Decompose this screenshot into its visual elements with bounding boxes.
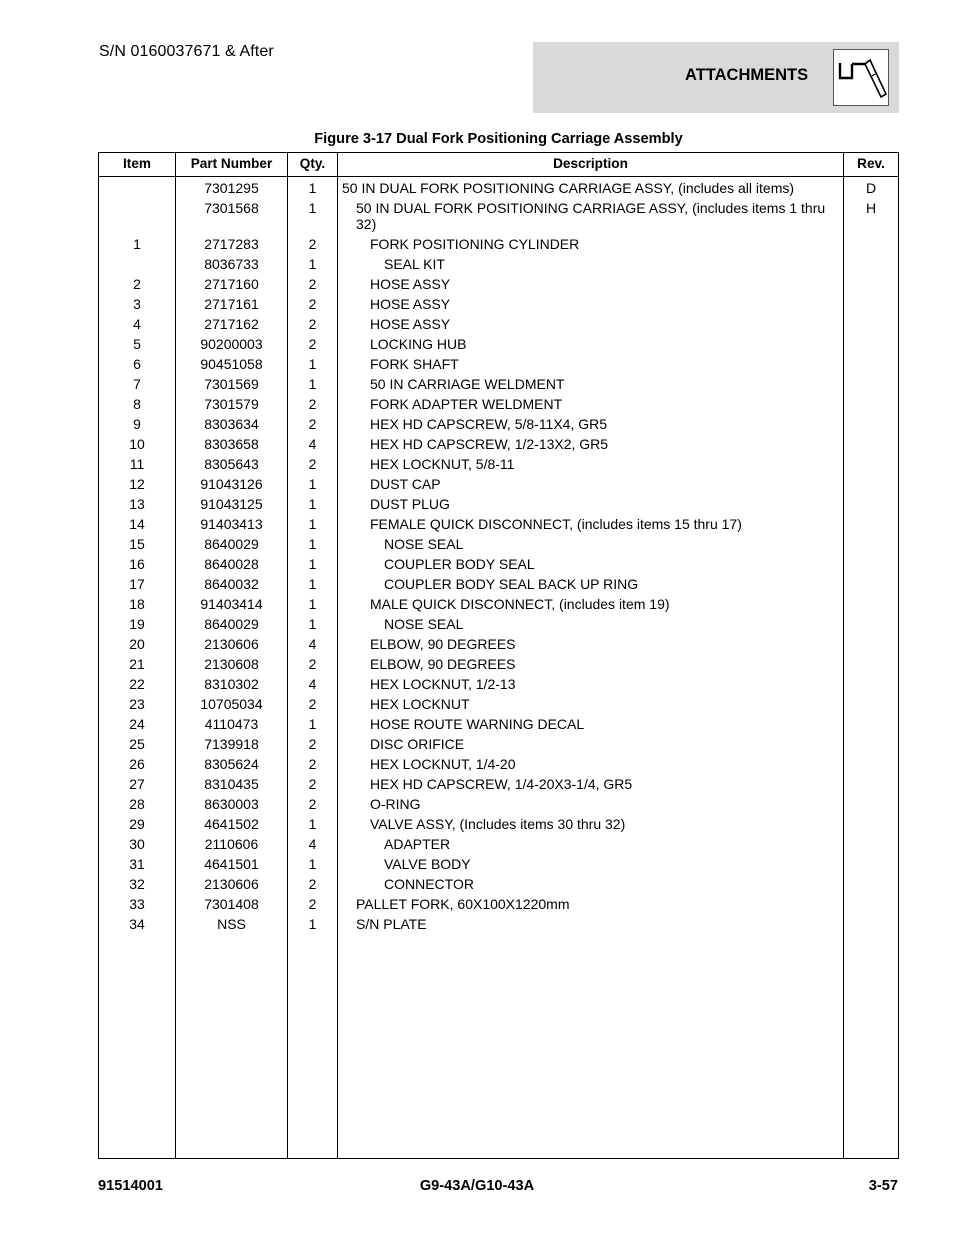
table-row [99,713,898,733]
column-header-part-number: Part Number [190,156,273,171]
part-number-cell: 10705034 [200,696,263,712]
table-row [99,513,898,533]
table-row [99,753,898,773]
item-cell: 23 [129,696,145,712]
qty-cell: 4 [308,436,317,452]
description-cell: S/N PLATE [356,916,427,932]
table-row [99,233,898,253]
description-cell: 50 IN DUAL FORK POSITIONING CARRIAGE ASSY, (includes items 1 thru 32) [356,200,826,232]
part-number-cell: 8640032 [204,576,259,592]
description-cell: CONNECTOR [384,876,474,892]
qty-cell: 1 [308,916,317,932]
column-header-qty: Qty. [299,156,326,171]
part-number-cell: 4110473 [204,716,259,732]
table-row [99,613,898,633]
table-row [99,293,898,313]
item-cell: 2 [133,276,141,292]
qty-cell: 1 [308,180,317,196]
table-row [99,333,898,353]
item-cell: 5 [133,336,141,352]
part-number-cell: 2130608 [204,656,259,672]
description-cell: MALE QUICK DISCONNECT, (includes item 19) [370,596,670,612]
description-cell: HOSE ASSY [370,276,451,292]
qty-cell: 4 [308,636,317,652]
part-number-cell: 2717161 [204,296,259,312]
description-cell: HOSE ASSY [370,296,451,312]
description-cell: DISC ORIFICE [370,736,465,752]
description-cell: VALVE ASSY, (Includes items 30 thru 32) [370,816,626,832]
figure-title: Figure 3-17 Dual Fork Positioning Carriage Assembly [314,131,683,147]
part-number-cell: 7301568 [204,200,259,216]
qty-cell: 1 [308,356,317,372]
item-cell: 26 [129,756,145,772]
attachment-hook-icon [833,49,889,106]
part-number-cell: 4641501 [204,856,259,872]
parts-table [98,152,899,1159]
table-row [99,593,898,613]
description-cell: ADAPTER [384,836,451,852]
qty-cell: 2 [308,336,317,352]
qty-cell: 2 [308,696,317,712]
description-cell: NOSE SEAL [384,536,464,552]
item-cell: 24 [129,716,145,732]
description-cell: COUPLER BODY SEAL [384,556,535,572]
description-cell: NOSE SEAL [384,616,464,632]
item-cell: 27 [129,776,145,792]
qty-cell: 1 [308,376,317,392]
qty-cell: 2 [308,776,317,792]
part-number-cell: 8303658 [204,436,259,452]
description-cell: FEMALE QUICK DISCONNECT, (includes items 15 thru 17) [370,516,742,532]
table-row [99,773,898,793]
item-cell: 15 [129,536,145,552]
table-row [99,313,898,333]
part-number-cell: 8305643 [204,456,259,472]
qty-cell: 2 [308,756,317,772]
qty-cell: 1 [308,200,317,216]
part-number-cell: 8310435 [204,776,259,792]
part-number-cell: 4641502 [204,816,259,832]
footer-document-number: 91514001 [98,1178,163,1194]
item-cell: 29 [129,816,145,832]
part-number-cell: 2717160 [204,276,259,292]
qty-cell: 1 [308,476,317,492]
table-row [99,793,898,813]
table-row [99,177,898,197]
footer-model: G9-43A/G10-43A [419,1178,535,1194]
description-cell: HEX LOCKNUT, 5/8-11 [370,456,515,472]
part-number-cell: NSS [217,916,246,932]
part-number-cell: 91043126 [200,476,263,492]
table-row [99,373,898,393]
part-number-cell: 8036733 [204,256,259,272]
qty-cell: 4 [308,836,317,852]
part-number-cell: 7301295 [204,180,259,196]
item-cell: 3 [133,296,141,312]
description-cell: HEX HD CAPSCREW, 5/8-11X4, GR5 [370,416,608,432]
table-row [99,653,898,673]
section-title: ATTACHMENTS [685,66,809,84]
qty-cell: 2 [308,896,317,912]
description-cell: 50 IN DUAL FORK POSITIONING CARRIAGE ASSY, (includes all items) [342,180,795,196]
item-cell: 10 [129,436,145,452]
part-number-cell: 8303634 [204,416,259,432]
table-row [99,693,898,713]
table-row [99,553,898,573]
qty-cell: 2 [308,796,317,812]
qty-cell: 1 [308,496,317,512]
table-row [99,873,898,893]
qty-cell: 2 [308,876,317,892]
description-cell: 50 IN CARRIAGE WELDMENT [370,376,565,392]
table-body [99,177,898,933]
description-cell: ELBOW, 90 DEGREES [370,636,516,652]
item-cell: 34 [129,916,145,932]
qty-cell: 1 [308,616,317,632]
part-number-cell: 90200003 [200,336,263,352]
description-cell: HEX HD CAPSCREW, 1/4-20X3-1/4, GR5 [370,776,633,792]
description-cell: LOCKING HUB [370,336,467,352]
table-row [99,253,898,273]
item-cell: 6 [133,356,141,372]
rev-cell: H [865,200,877,216]
part-number-cell: 8305624 [204,756,259,772]
table-row [99,353,898,373]
description-cell: SEAL KIT [384,256,445,272]
item-cell: 21 [129,656,145,672]
qty-cell: 2 [308,276,317,292]
qty-cell: 1 [308,816,317,832]
table-row [99,633,898,653]
table-row [99,197,898,233]
item-cell: 20 [129,636,145,652]
column-header-description: Description [553,156,628,171]
item-cell: 19 [129,616,145,632]
column-header-rev: Rev. [857,156,885,171]
table-row [99,393,898,413]
qty-cell: 2 [308,456,317,472]
item-cell: 25 [129,736,145,752]
table-row [99,913,898,933]
qty-cell: 1 [308,536,317,552]
part-number-cell: 91403413 [200,516,263,532]
description-cell: PALLET FORK, 60X100X1220mm [356,896,570,912]
item-cell: 33 [129,896,145,912]
qty-cell: 1 [308,556,317,572]
item-cell: 16 [129,556,145,572]
rev-cell: D [865,180,877,196]
qty-cell: 2 [308,736,317,752]
table-row [99,453,898,473]
item-cell: 12 [129,476,145,492]
item-cell: 30 [129,836,145,852]
part-number-cell: 2130606 [204,636,259,652]
description-cell: HEX LOCKNUT [370,696,470,712]
qty-cell: 1 [308,256,317,272]
description-cell: COUPLER BODY SEAL BACK UP RING [384,576,639,592]
description-cell: HEX LOCKNUT, 1/2-13 [370,676,516,692]
description-cell: HOSE ROUTE WARNING DECAL [370,716,585,732]
item-cell: 8 [133,396,141,412]
item-cell: 13 [129,496,145,512]
qty-cell: 2 [308,316,317,332]
qty-cell: 2 [308,396,317,412]
table-row [99,493,898,513]
part-number-cell: 7301569 [204,376,259,392]
table-row [99,673,898,693]
part-number-cell: 7301579 [204,396,259,412]
item-cell: 1 [133,236,141,252]
section-header [533,42,899,113]
part-number-cell: 8640028 [204,556,259,572]
part-number-cell: 7139918 [204,736,259,752]
part-number-cell: 2110606 [204,836,259,852]
item-cell: 22 [129,676,145,692]
column-header-item: Item [123,156,151,171]
table-row [99,733,898,753]
qty-cell: 2 [308,416,317,432]
item-cell: 7 [133,376,141,392]
item-cell: 14 [129,516,145,532]
qty-cell: 1 [308,596,317,612]
part-number-cell: 2717283 [204,236,259,252]
part-number-cell: 2130606 [204,876,259,892]
table-row [99,853,898,873]
part-number-cell: 8640029 [204,536,259,552]
table-row [99,413,898,433]
part-number-cell: 8630003 [204,796,259,812]
table-row [99,813,898,833]
part-number-cell: 8310302 [204,676,259,692]
description-cell: ELBOW, 90 DEGREES [370,656,516,672]
item-cell: 17 [129,576,145,592]
description-cell: HEX HD CAPSCREW, 1/2-13X2, GR5 [370,436,609,452]
part-number-cell: 7301408 [204,896,259,912]
table-row [99,533,898,553]
description-cell: DUST PLUG [370,496,450,512]
qty-cell: 1 [308,576,317,592]
description-cell: VALVE BODY [384,856,471,872]
description-cell: FORK POSITIONING CYLINDER [370,236,580,252]
item-cell: 4 [133,316,141,332]
description-cell: FORK SHAFT [370,356,459,372]
description-cell: FORK ADAPTER WELDMENT [370,396,563,412]
table-row [99,893,898,913]
table-row [99,433,898,453]
description-cell: HOSE ASSY [370,316,451,332]
qty-cell: 1 [308,516,317,532]
qty-cell: 1 [308,856,317,872]
item-cell: 31 [129,856,145,872]
part-number-cell: 2717162 [204,316,259,332]
qty-cell: 2 [308,656,317,672]
part-number-cell: 91403414 [200,596,263,612]
description-cell: O-RING [370,796,421,812]
footer-page-number: 3-57 [868,1178,898,1194]
item-cell: 28 [129,796,145,812]
item-cell: 18 [129,596,145,612]
qty-cell: 1 [308,716,317,732]
table-row [99,573,898,593]
item-cell: 9 [133,416,141,432]
qty-cell: 2 [308,236,317,252]
qty-cell: 2 [308,296,317,312]
serial-number-label: S/N 0160037671 & After [99,43,274,60]
table-row [99,273,898,293]
table-row [99,833,898,853]
qty-cell: 4 [308,676,317,692]
part-number-cell: 91043125 [200,496,263,512]
item-cell: 32 [129,876,145,892]
description-cell: DUST CAP [370,476,441,492]
description-cell: HEX LOCKNUT, 1/4-20 [370,756,516,772]
part-number-cell: 8640029 [204,616,259,632]
table-row [99,473,898,493]
item-cell: 11 [129,456,145,472]
part-number-cell: 90451058 [200,356,263,372]
